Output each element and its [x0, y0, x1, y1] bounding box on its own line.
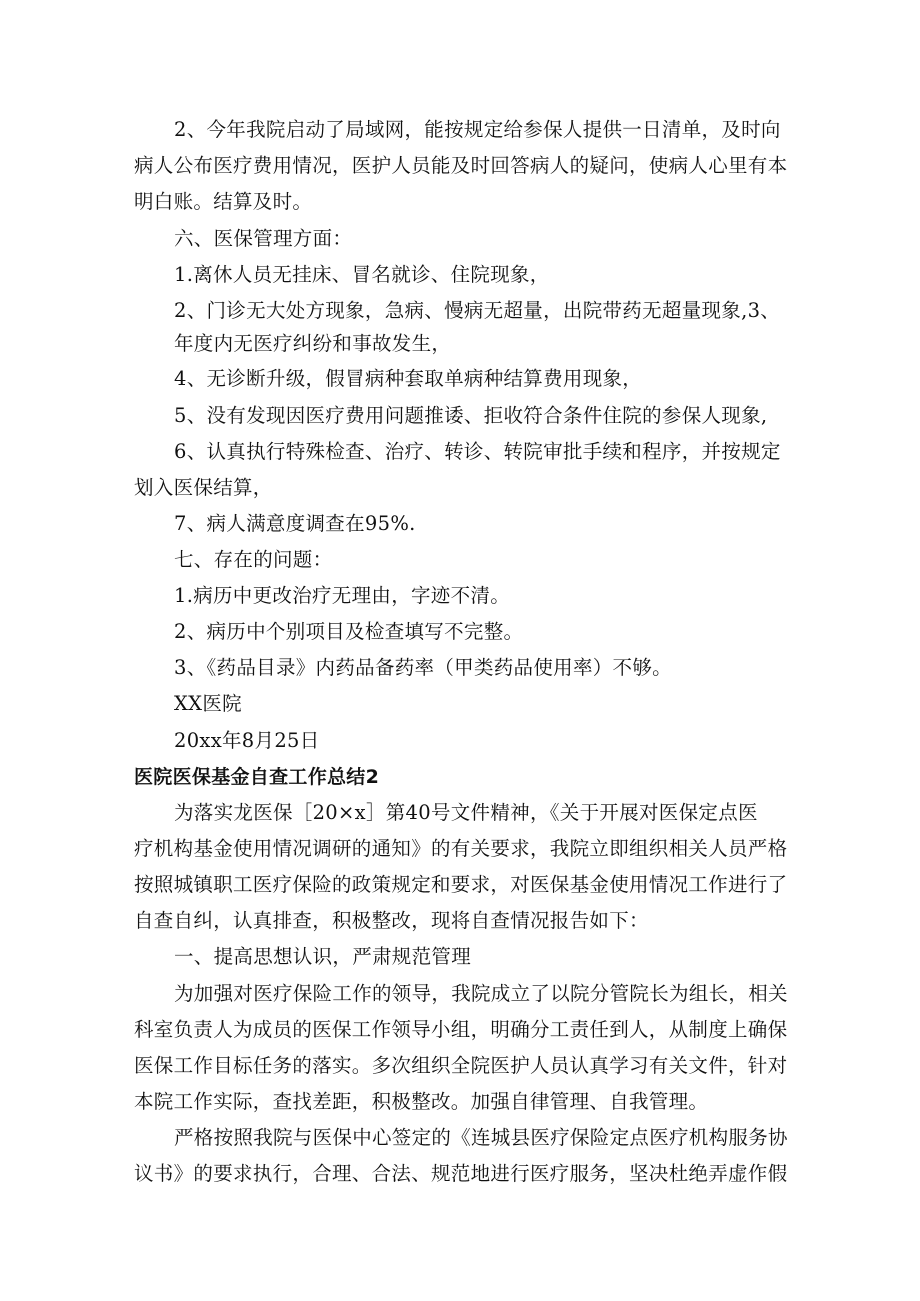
document-title: 医院医保基金自查工作总结2 — [134, 766, 380, 788]
list-item: 7、病人满意度调查在95%. — [174, 512, 416, 535]
list-item: 6、认真执行特殊检查、治疗、转诊、转院审批手续和程序，并按规定 — [174, 440, 781, 463]
list-item: 年度内无医疗纠纷和事故发生， — [174, 332, 452, 355]
list-item: 3、《药品目录》内药品备药率（甲类药品使用率）不够。 — [174, 656, 672, 679]
paragraph-line: 疗机构基金使用情况调研的通知》的有关要求，我院立即组织相关人员严格 — [134, 837, 788, 860]
list-item: 2、病历中个别项目及检查填写不完整。 — [174, 620, 524, 643]
list-item: 1.离休人员无挂床、冒名就诊、住院现象， — [174, 263, 550, 286]
list-item: 2、门诊无大处方现象，急病、慢病无超量，出院带药无超量现象,3、 — [174, 299, 781, 322]
signature-date: 20xx年8月25日 — [174, 729, 320, 752]
list-item: 1.病历中更改治疗无理由，字迹不清。 — [174, 584, 511, 607]
paragraph-line: 科室负责人为成员的医保工作领导小组，明确分工责任到人，从制度上确保 — [134, 1018, 788, 1041]
paragraph-line: 本院工作实际，查找差距，积极整改。加强自律管理、自我管理。 — [134, 1090, 709, 1113]
paragraph-line: 病人公布医疗费用情况，医护人员能及时回答病人的疑问，使病人心里有本 — [134, 154, 788, 177]
paragraph-line: 医保工作目标任务的落实。多次组织全院医护人员认真学习有关文件，针对 — [134, 1054, 788, 1077]
signature-org: XX医院 — [174, 692, 242, 715]
paragraph-line: 为落实龙医保［20×x］第40号文件精神，《关于开展对医保定点医 — [174, 801, 758, 824]
list-item: 5、没有发现因医疗费用问题推诿、拒收符合条件住院的参保人现象, — [174, 404, 768, 427]
section-heading: 七、存在的问题： — [174, 548, 333, 571]
paragraph-line: 自查自纠，认真排查，积极整改，现将自查情况报告如下： — [134, 909, 649, 932]
paragraph-line: 为加强对医疗保险工作的领导，我院成立了以院分管院长为组长，相关 — [174, 982, 788, 1005]
paragraph-line: 2、今年我院启动了局域网，能按规定给参保人提供一日清单，及时向 — [174, 118, 781, 141]
paragraph-line: 按照城镇职工医疗保险的政策规定和要求，对医保基金使用情况工作进行了 — [134, 873, 788, 896]
paragraph-line: 明白账。结算及时。 — [134, 190, 313, 213]
paragraph-line: 议书》的要求执行，合理、合法、规范地进行医疗服务，坚决杜绝弄虚作假 — [134, 1162, 788, 1185]
paragraph-line: 严格按照我院与医保中心签定的《连城县医疗保险定点医疗机构服务协 — [174, 1126, 788, 1149]
section-heading: 一、提高思想认识，严肃规范管理 — [174, 945, 472, 968]
list-item: 4、无诊断升级，假冒病种套取单病种结算费用现象， — [174, 367, 643, 390]
section-heading: 六、医保管理方面： — [174, 227, 353, 250]
paragraph-line: 划入医保结算， — [134, 476, 273, 499]
